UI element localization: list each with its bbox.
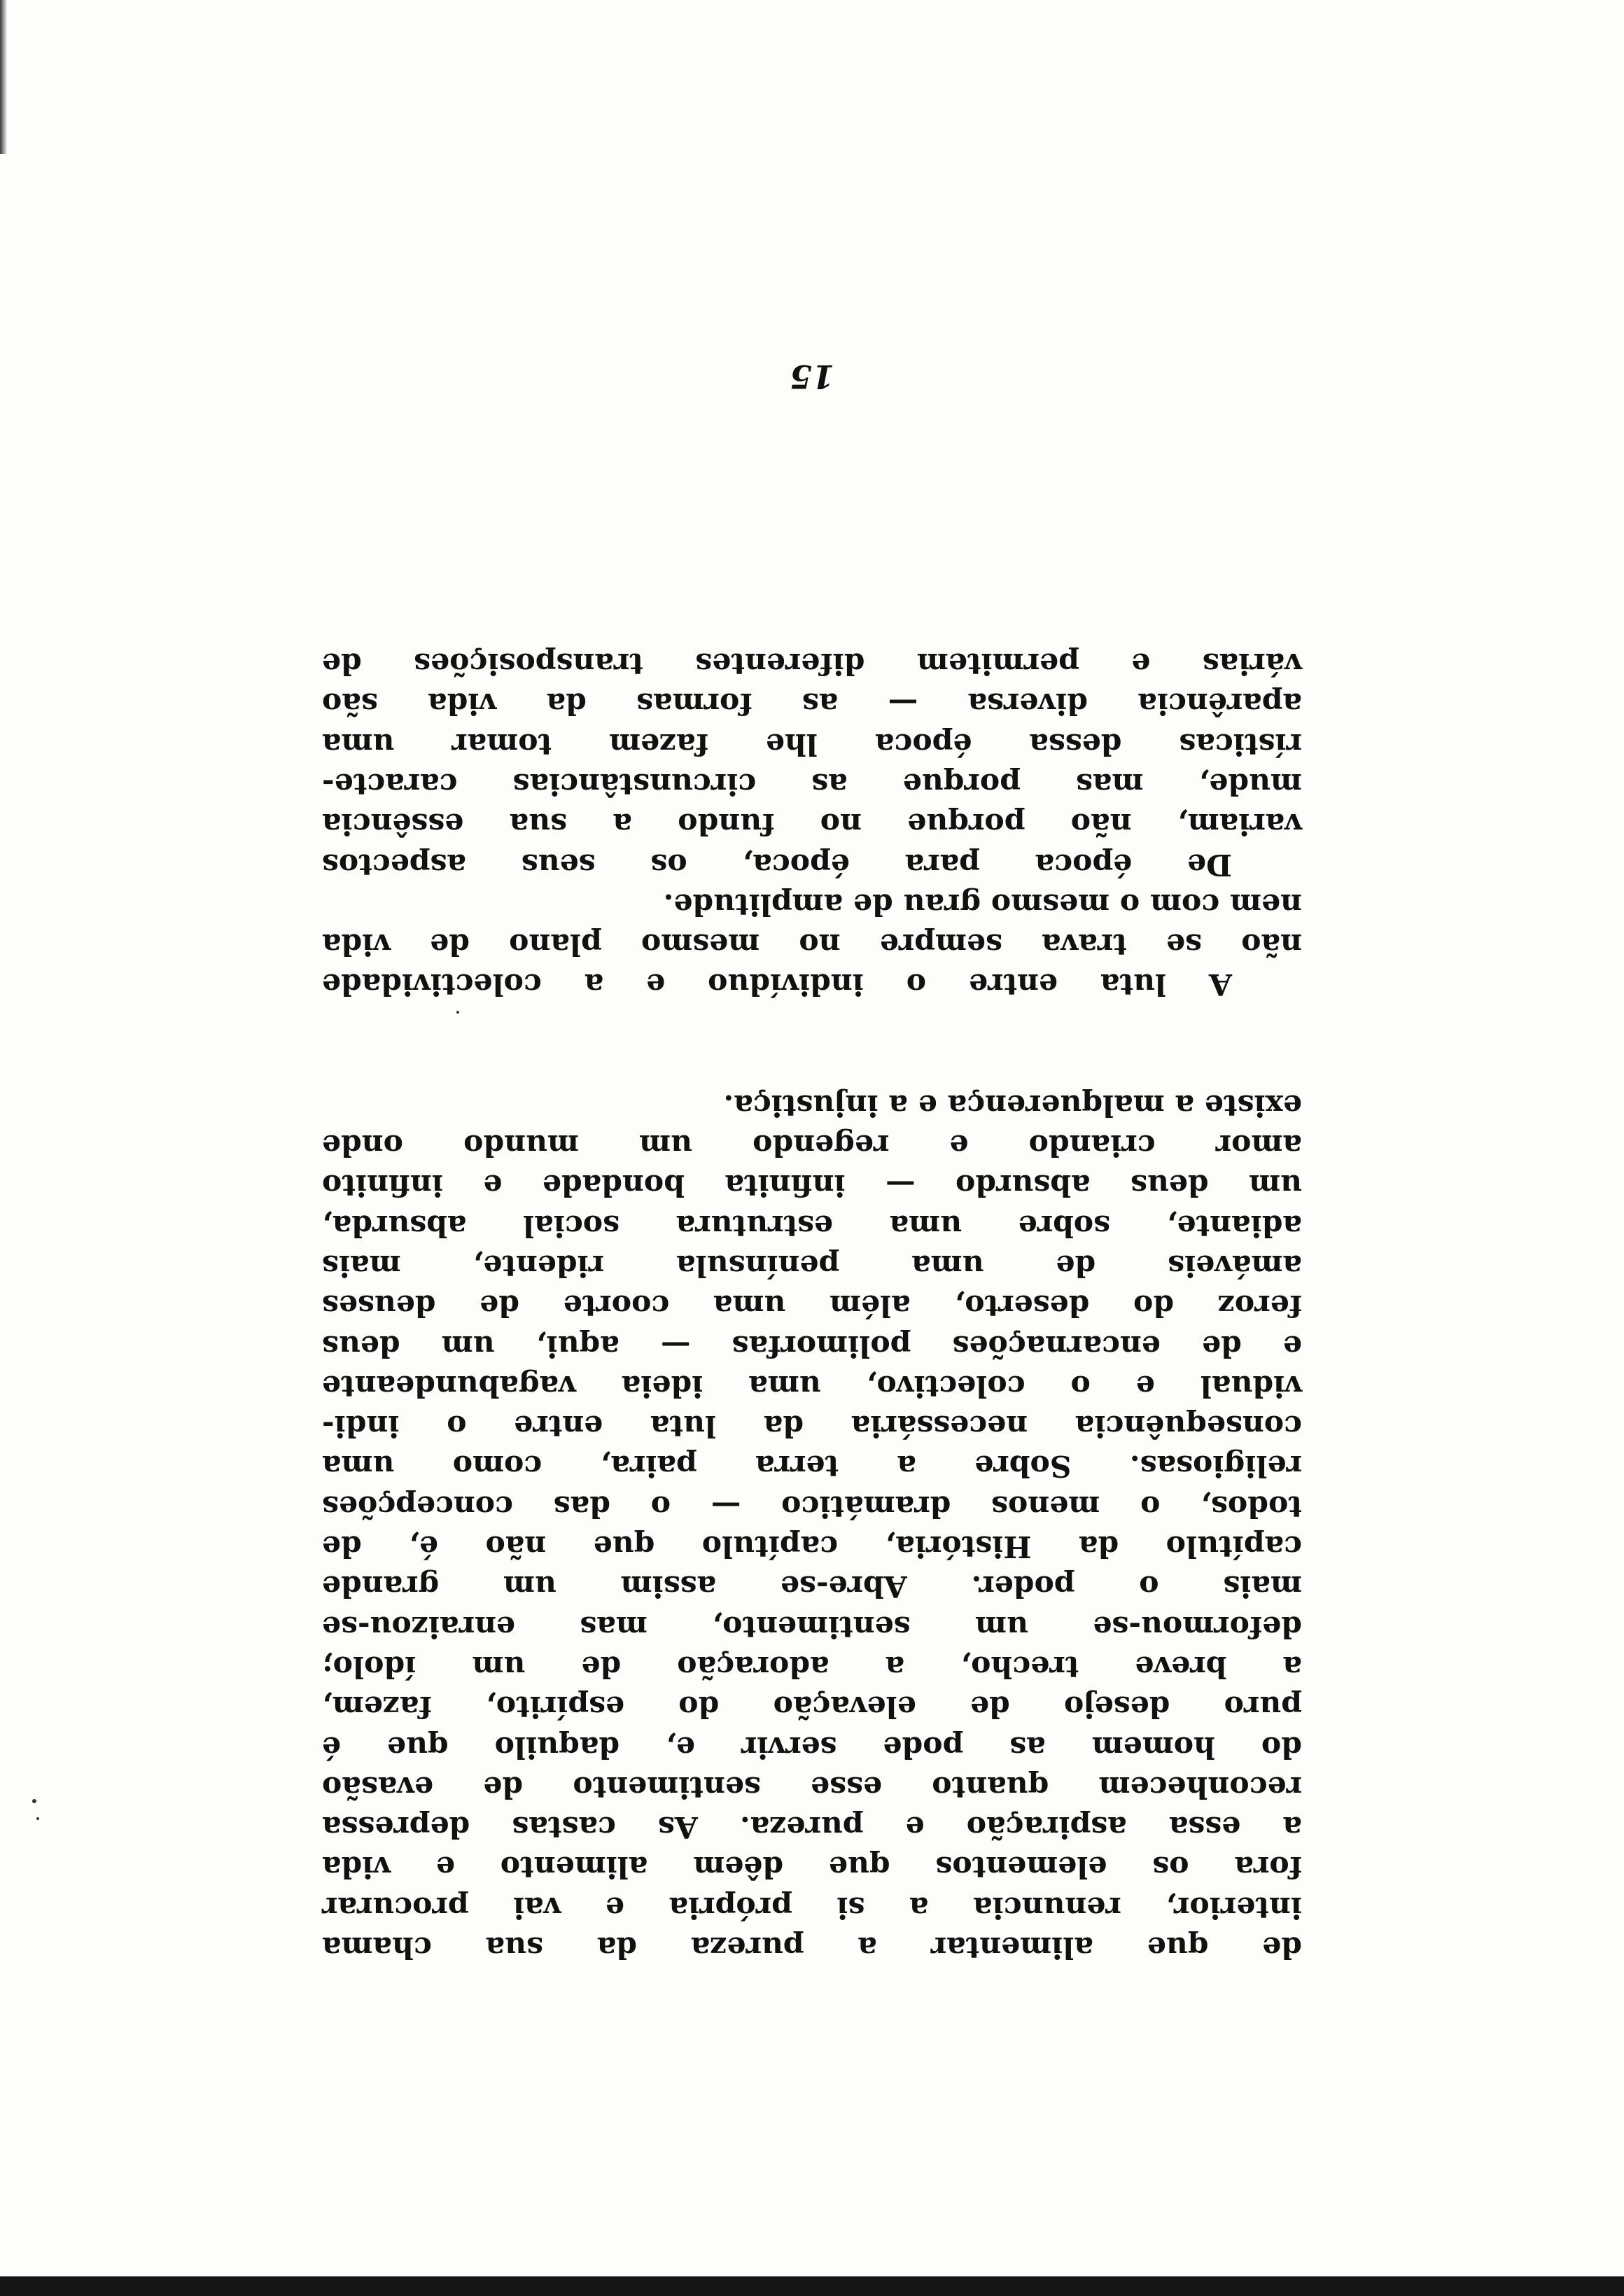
text-line: amáveis de uma península ridente, mais — [322, 1247, 1302, 1283]
text-line: variam, não porque no fundo a sua essência — [322, 806, 1302, 842]
paragraph-gap — [322, 1004, 1302, 1084]
text-line: religiosas. Sobre a terra paira, como uma — [322, 1448, 1302, 1484]
text-line: deformou-se um sentimento, mas enraizou-se — [322, 1609, 1302, 1644]
text-line: De época para época, os seus aspectos — [322, 846, 1232, 882]
text-line: amor criando e regendo um mundo onde — [322, 1128, 1302, 1163]
page-number: 15 — [790, 358, 835, 396]
text-line: interior, renuncia a si própria e vai procurar — [322, 1889, 1302, 1925]
text-line: do homem as pode servir e, daquilo que é — [322, 1729, 1302, 1765]
text-line: nem com o mesmo grau de amplitude. — [663, 886, 1302, 922]
text-line: fora os elementos que dêem alimento e vida — [322, 1849, 1302, 1885]
body-text — [322, 643, 1302, 1967]
paragraph — [322, 643, 1302, 884]
paragraph — [322, 1084, 1302, 1967]
text-line: existe a malquerença e a injustiça. — [723, 1087, 1302, 1123]
text-line: feroz do deserto, além uma coorte de deuses — [322, 1288, 1302, 1324]
text-line: capítulo da História, capítulo que não é, de — [322, 1529, 1302, 1564]
text-line: adiante, sobre uma estrutura social absurda, — [322, 1208, 1302, 1243]
text-line: puro desejo de elevação do espírito, fazem, — [322, 1689, 1302, 1725]
text-line: não se trava sempre no mesmo plano de vida — [322, 927, 1302, 962]
text-line: aparência diversa — as formas da vida são — [322, 686, 1302, 722]
text-line: consequência necessária da luta entre o indi- — [322, 1408, 1302, 1444]
text-line: todos, o menos dramático — o das concepções — [322, 1488, 1302, 1524]
text-line: reconhecem quanto esse sentimento de evasão — [322, 1769, 1302, 1805]
text-line: um deus absurdo — infinita bondade e infinito — [322, 1168, 1302, 1203]
text-line: mude, mas porque as circunstâncias caracte- — [322, 766, 1302, 802]
text-line: várias e permitem diferentes transposições de — [322, 646, 1302, 682]
text-line: mais o poder. Abre-se assim um grande — [322, 1569, 1302, 1604]
text-line: vidual e o colectivo, uma ideia vagabundeante — [322, 1368, 1302, 1404]
text-line: a essa aspiração e pureza. As castas depressa — [322, 1809, 1302, 1845]
paragraph — [322, 884, 1302, 1004]
text-line: e de encarnações polimorfas — aqui, um deus — [322, 1328, 1302, 1364]
text-line: rísticas dessa época lhe fazem tomar uma — [322, 726, 1302, 762]
text-line: de que alimentar a pureza da sua chama — [322, 1930, 1302, 1965]
text-line: a breve trecho, a adoração de um ídolo; — [322, 1648, 1302, 1684]
text-line: A luta entre o indivíduo e a colectividade — [322, 967, 1232, 1002]
